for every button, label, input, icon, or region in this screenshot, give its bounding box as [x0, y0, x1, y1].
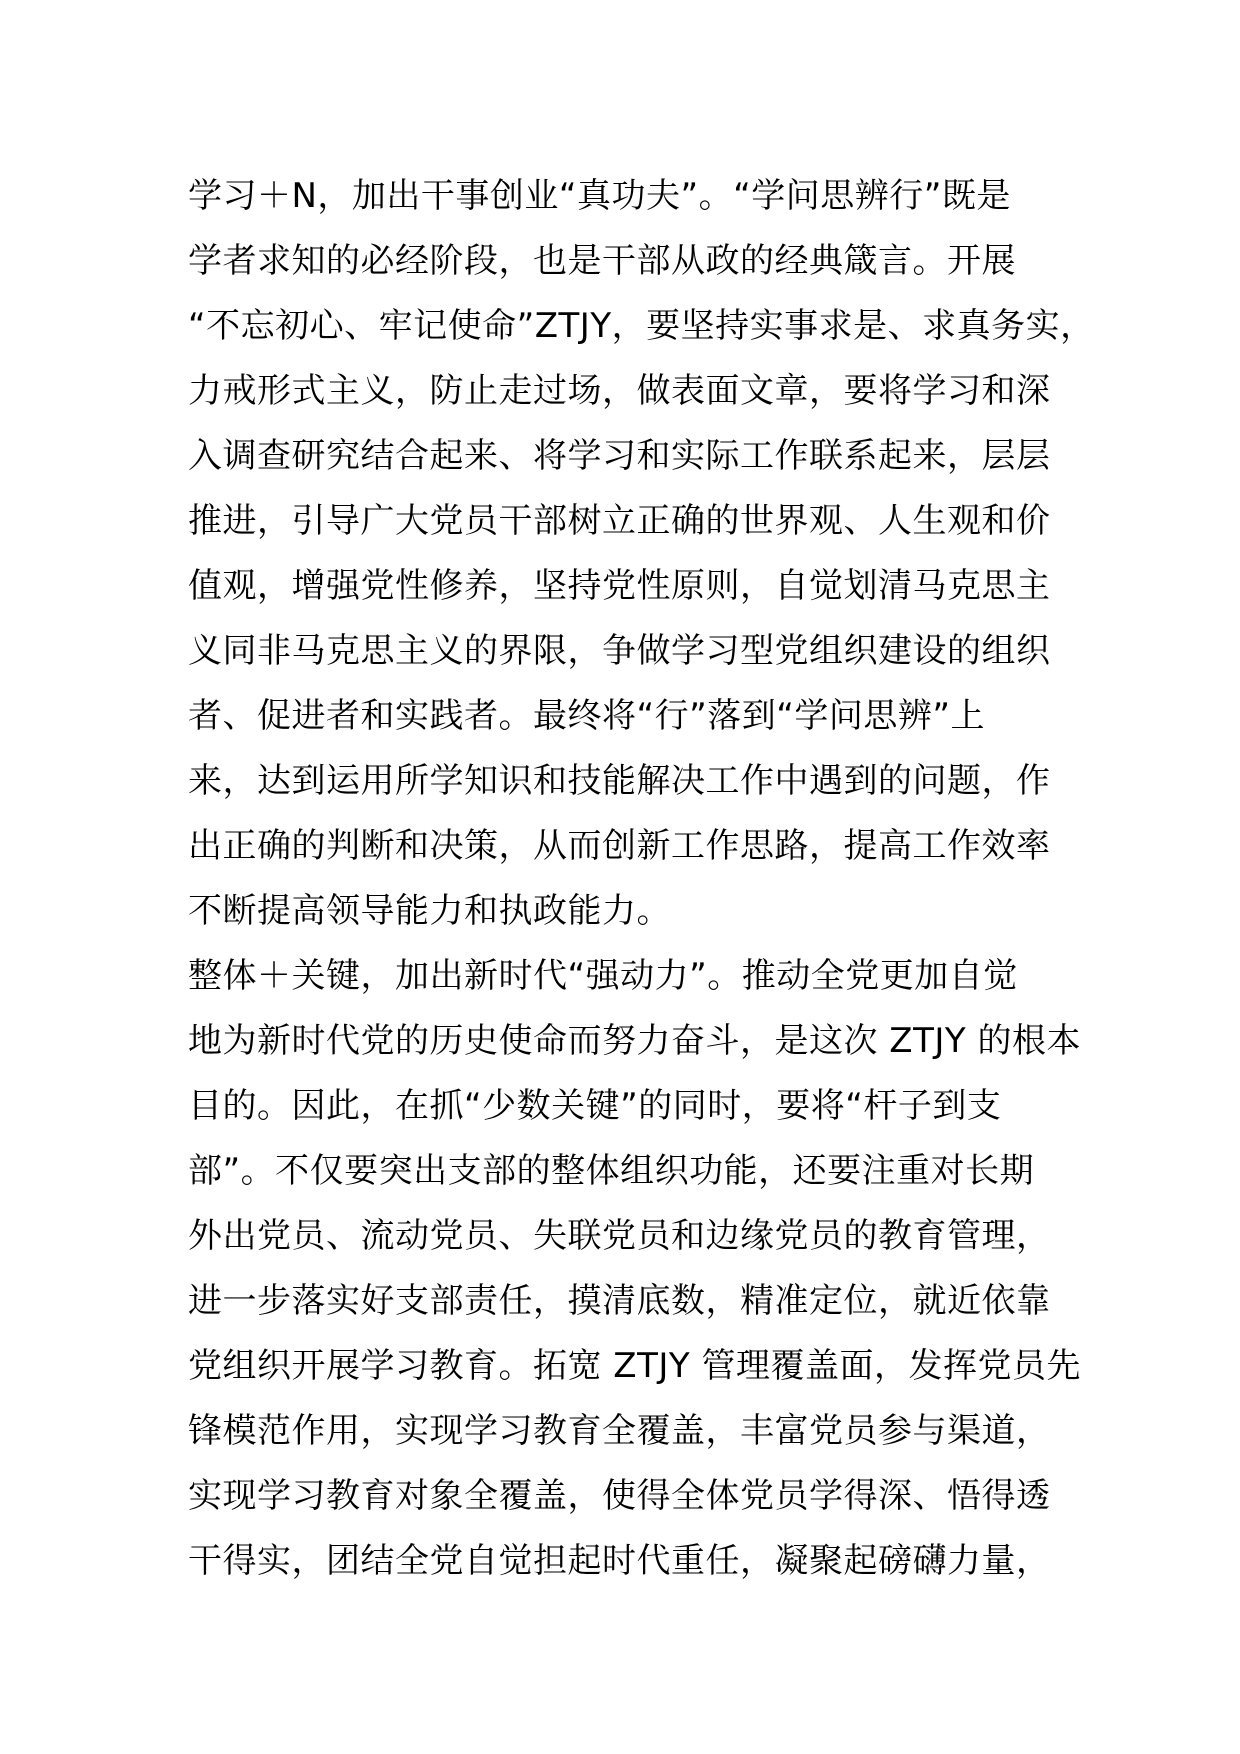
text-line-17: 外出党员、流动党员、失联党员和边缘党员的教育管理， [188, 1216, 1051, 1256]
text-line-13: 整体＋关键，加出新时代“强动力”。推动全党更加自觉 [188, 956, 1018, 996]
body-text [188, 164, 1095, 1594]
text-line-12: 不断提高领导能力和执政能力。 [188, 891, 671, 931]
text-line-18: 进一步落实好支部责任，摸清底数，精准定位，就近依靠 [188, 1281, 1051, 1321]
text-line-7: 值观，增强党性修养，坚持党性原则，自觉划清马克思主 [188, 566, 1051, 606]
text-line-10: 来，达到运用所学知识和技能解决工作中遇到的问题，作 [188, 761, 1051, 801]
text-line-2: 学者求知的必经阶段，也是干部从政的经典箴言。开展 [188, 241, 1016, 281]
text-line-20: 锋模范作用，实现学习教育全覆盖，丰富党员参与渠道， [188, 1411, 1051, 1451]
text-line-14: 地为新时代党的历史使命而努力奋斗，是这次 ZTJY 的根本 [188, 1021, 1081, 1061]
text-line-9: 者、促进者和实践者。最终将“行”落到“学问思辨”上 [188, 696, 985, 736]
text-line-19: 党组织开展学习教育。拓宽 ZTJY 管理覆盖面，发挥党员先 [188, 1346, 1081, 1386]
text-line-3: “不忘初心、牢记使命”ZTJY，要坚持实事求是、求真务实， [188, 306, 1095, 346]
text-line-8: 义同非马克思主义的界限，争做学习型党组织建设的组织 [188, 631, 1051, 671]
text-line-16: 部”。不仅要突出支部的整体组织功能，还要注重对长期 [188, 1151, 1035, 1191]
text-line-11: 出正确的判断和决策，从而创新工作思路，提高工作效率 [188, 826, 1051, 866]
text-line-15: 目的。因此，在抓“少数关键”的同时，要将“杆子到支 [188, 1086, 1002, 1126]
text-line-4: 力戒形式主义，防止走过场，做表面文章，要将学习和深 [188, 371, 1051, 411]
text-line-22: 干得实，团结全党自觉担起时代重任，凝聚起磅礴力量， [188, 1541, 1051, 1581]
text-line-1: 学习＋N，加出干事创业“真功夫”。“学问思辨行”既是 [188, 176, 1011, 216]
text-line-5: 入调查研究结合起来、将学习和实际工作联系起来，层层 [188, 436, 1051, 476]
text-line-21: 实现学习教育对象全覆盖，使得全体党员学得深、悟得透 [188, 1476, 1051, 1516]
text-line-6: 推进，引导广大党员干部树立正确的世界观、人生观和价 [188, 501, 1051, 541]
